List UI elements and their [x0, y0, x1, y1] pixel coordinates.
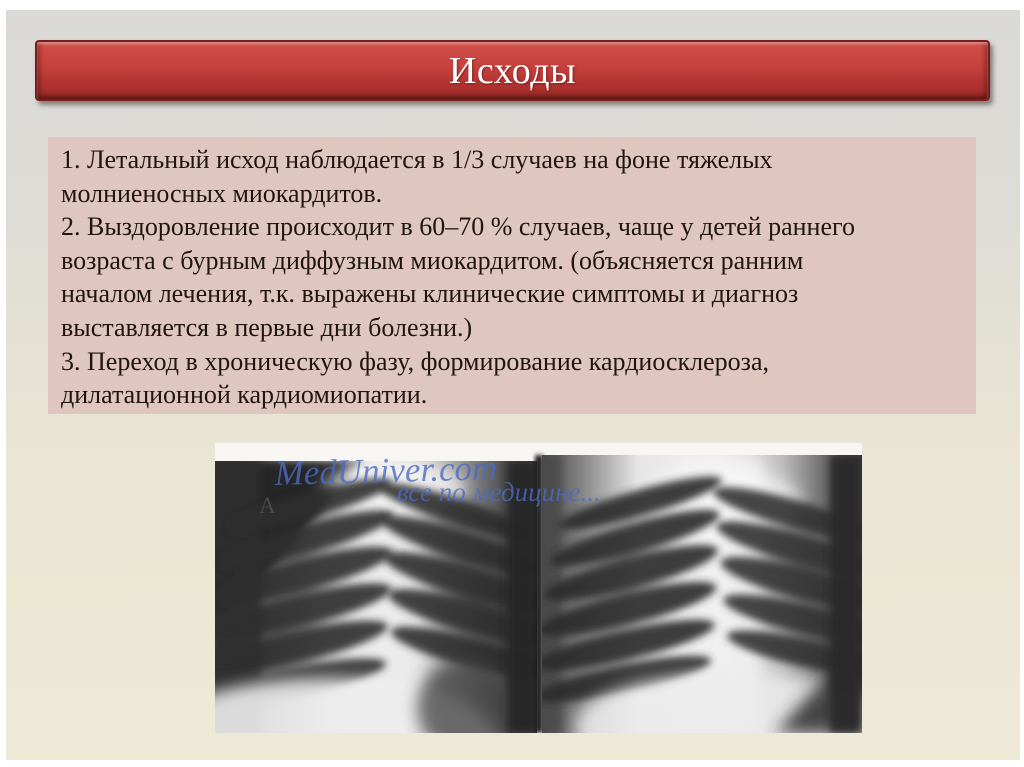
body-line-7: 3. Переход в хроническую фазу, формирование кардиосклероза, — [61, 346, 769, 376]
slide-title: Исходы — [448, 49, 577, 92]
panel-label-a: A — [259, 493, 276, 518]
body-line-4: возраста с бурным диффузным миокардитом. (объясняется ранним — [61, 245, 804, 275]
watermark-subtitle: все по медицине... — [397, 477, 601, 507]
watermark-meduniver: MedUniver.com — [274, 448, 498, 493]
outcomes-text-box — [48, 137, 976, 414]
title-bar — [35, 40, 990, 101]
body-line-5: началом лечения, т.к. выражены клинические симптомы и диагноз — [61, 279, 799, 309]
body-line-8: дилатационной кардиомиопатии. — [61, 380, 428, 410]
body-line-6: выставляется в первые дни болезни.) — [61, 312, 473, 342]
chest-xray-image — [215, 443, 862, 733]
chest-xray-figure — [215, 443, 862, 733]
body-line-2: молниеносных миокардитов. — [61, 178, 383, 208]
body-line-1: 1. Летальный исход наблюдается в 1/3 случаев на фоне тяжелых — [61, 145, 773, 174]
body-line-3: 2. Выздоровление происходит в 60–70 % случаев, чаще у детей раннего — [61, 212, 856, 242]
